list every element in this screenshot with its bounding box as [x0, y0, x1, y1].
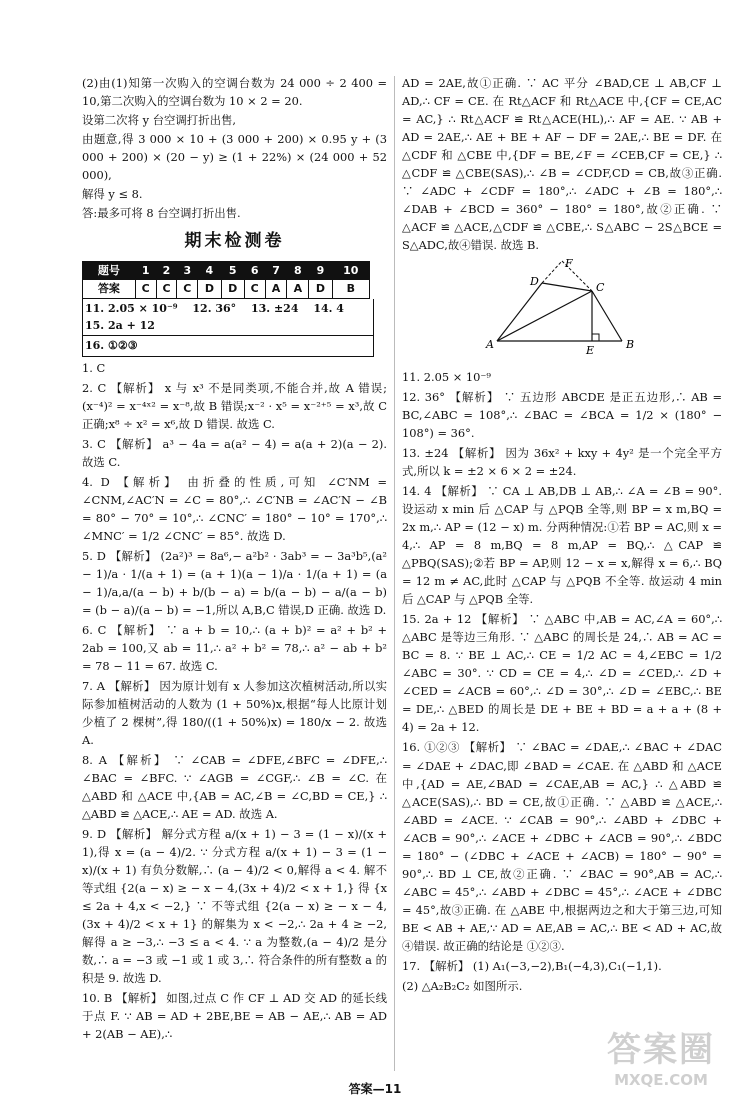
label-e: E	[586, 344, 595, 358]
label-b: B	[626, 338, 635, 352]
answer-label: 答案	[83, 280, 136, 298]
solution-13: 13. ±24 【解析】 因为 36x² + kxy + 4y² 是一个完全平方式,所以 k = ±2 × 6 × 2 = ±24.	[402, 446, 722, 479]
fill-in-answers: 11. 2.05 × 10⁻⁹ 12. 36° 13. ±24 14. 4 15. 2a + 12	[82, 299, 374, 337]
answer-table	[82, 261, 370, 299]
solution-8: 8. A 【解析】 ∵ ∠CAB = ∠DFE,∠BFC = ∠DFE,∴ ∠BAC = ∠BFC. ∵ ∠AGB = ∠CGF,∴ ∠B = ∠C. 在 △ABD 和 △ACE 中,{AB = AC,∠B = ∠C,BD = CE,} ∴ △ABD ≌ △ACE,∴ AE = AD. 故选 A.	[82, 753, 387, 822]
label-d: D	[530, 275, 539, 289]
solution-10: 10. B 【解析】 如图,过点 C 作 CF ⊥ AD 交 AD 的延长线于点 F. ∵ AB = AD + 2BE,BE = AB − AE,∴ AB = AD + 2(AB − AE),∴	[82, 991, 387, 1042]
column-divider	[394, 76, 395, 1071]
answer-table-answer-row	[83, 280, 370, 298]
left-column	[82, 74, 387, 1044]
solution-12: 12. 36° 【解析】 ∵ 五边形 ABCDE 是正五边形,∴ AB = BC,∠ABC = 108°,∴ ∠BAC = ∠BCA = 1/2 × (180° − 108°) = 36°.	[402, 390, 722, 441]
answer-cell: D	[309, 280, 332, 298]
exam-title: 期末检测卷	[184, 231, 285, 252]
solution-7: 7. A 【解析】 因为原计划有 x 人参加这次植树活动,所以实际参加植树活动的人数为 (1 + 50%)x,根据“每人比原计划少植了 2 棵树”,得 180/((1 + 50%)x) = 180/x − 2. 故选 A.	[82, 679, 387, 748]
answer-table-header-row	[83, 261, 370, 279]
question-number: 1	[135, 261, 156, 279]
question-number: 2	[156, 261, 177, 279]
intro-line-3: 由题意,得 3 000 × 10 + (3 000 + 200) × 0.95 y + (3 000 + 200) × (20 − y) ≥ (1 + 22%) × (24 000 + 52 000),	[82, 132, 387, 183]
quadrilateral-figure	[402, 257, 722, 359]
segment-ad	[497, 283, 542, 341]
segment-ac	[497, 291, 592, 341]
fill-in-answers-16: 16. ①②③	[82, 336, 374, 356]
right-column	[402, 74, 722, 996]
question-number: 4	[198, 261, 221, 279]
intro-line-2: 设第二次将 y 台空调打折出售,	[82, 113, 236, 128]
label-c: C	[596, 281, 605, 295]
watermark-url: MXQE.COM	[614, 1071, 708, 1090]
label-a: A	[486, 338, 494, 352]
solution-9: 9. D 【解析】 解分式方程 a/(x + 1) − 3 = (1 − x)/(x + 1),得 x = (a − 4)/2. ∵ 分式方程 a/(x + 1) − 3 = (1 − x)/(x + 1) 有负分数解,∴ (a − 4)/2 < 0,解得 a < 4. 解不等式组 {2(a − x) ≥ − x − 4,(3x + 4)/2 < x + 1,} 得 {x ≤ 2a + 4,x < −2,} ∵ 不等式组 {2(a − x) ≥ − x − 4,(3x + 4)/2 < x + 1} 的解集为 x < −2,∴ 2a + 4 ≥ −2,解得 a ≥ −3,∴ −3 ≤ a < 4. ∵ a 为整数,(a − 4)/2 是分数,∴ a = −3 或 −1 或 1 或 3,∴ 符合条件的所有整数 a 的积是 9. 故选 D.	[82, 827, 387, 986]
answer-cell: D	[221, 280, 244, 298]
watermark-title: 答案圈	[607, 1030, 715, 1070]
answer-cell: B	[332, 280, 369, 298]
question-number: 8	[287, 261, 309, 279]
answer-cell: D	[198, 280, 221, 298]
header-label: 题号	[83, 261, 136, 279]
answer-cell: C	[177, 280, 198, 298]
solution-17-part-1: 17. 【解析】 (1) A₁(−3,−2),B₁(−4,3),C₁(−1,1).	[402, 958, 662, 973]
answer-cell: C	[156, 280, 177, 298]
solution-14: 14. 4 【解析】 ∵ CA ⊥ AB,DB ⊥ AB,∴ ∠A = ∠B = 90°. 设运动 x min 后 △CAP 与 △PQB 全等,则 BP = x m,BQ = 2x m,∴ AP = (12 − x) m. 分两种情况:①若 BP = AC,则 x = 4,∴ AP = 8 m,BQ = 8 m,AP = BQ,∴ △CAP ≌ △PBQ(SAS);②若 BP = AP,则 12 − x = x,解得 x = 6,∴ BQ = 12 m ≠ AC,此时 △CAP 与 △PQB 不全等. 故运动 4 min 后 △CAP 与 △PQB 全等.	[402, 484, 722, 607]
question-number: 9	[309, 261, 332, 279]
solution-17-part-2: (2) △A₂B₂C₂ 如图所示.	[402, 978, 523, 993]
question-number: 10	[332, 261, 369, 279]
solution-10-continued: AD = 2AE,故①正确. ∵ AC 平分 ∠BAD,CE ⊥ AB,CF ⊥ AD,∴ CF = CE. 在 Rt△ACF 和 Rt△ACE 中,{CF = CE,AC = AC,} ∴ Rt△ACF ≌ Rt△ACE(HL),∴ AF = AE. ∵ AB + AD = 2AE,∴ AE + BE + AF − DF = 2AE,∴ BE = DF. 在 △CDF 和 △CBE 中,{DF = BE,∠F = ∠CEB,CF = CE,} ∴ △CDF ≌ △CBE(SAS),∴ ∠B = ∠CDF,CD = CB,故③正确. ∵ ∠ADC + ∠CDF = 180°,∴ ∠ADC + ∠B = 180°,∴ ∠DAB + ∠BCD = 360° − 180° = 180°,故②正确. ∵ △ACF ≌ △ACE,△CDF ≌ △CBE,∴ S△ABC − 2S△BCE = S△ADC,故④错误. 故选 B.	[402, 76, 722, 253]
solution-4: 4. D 【解析】 由折叠的性质,可知 ∠C′NM = ∠CNM,∠AC′N = ∠C = 80°,∴ ∠C′NB = ∠AC′N − ∠B = 80° − 70° = 10°,∴ ∠CNC′ = 180° − 10° = 170°,∴ ∠MNC′ = 1/2 ∠CNC′ = 85°. 故选 D.	[82, 474, 387, 543]
solution-11: 11. 2.05 × 10⁻⁹	[402, 370, 491, 385]
solution-5: 5. D 【解析】 (2a²)³ = 8a⁶,− a²b² · 3ab³ = − 3a³b⁵,(a² − 1)/a · 1/(a + 1) = (a + 1)(a − 1)/a · 1/(a + 1) = (a − 1)/a,a/(a − b) + b/(b − a) = b/(a − b) − a/(a − b) = (b − a)/(a − b) = −1,所以 A,B,C 错误,D 正确. 故选 D.	[82, 549, 387, 618]
page-footer: 答案—11	[348, 1082, 402, 1096]
solution-6: 6. C 【解析】 ∵ a + b = 10,∴ (a + b)² = a² + b² + 2ab = 100,又 ab = 11,∴ a² + b² = 78,∴ a² − ab + b² = 78 − 11 = 67. 故选 C.	[82, 623, 387, 674]
intro-line-4: 解得 y ≤ 8.	[82, 187, 143, 202]
solution-3: 3. C 【解析】 a³ − 4a = a(a² − 4) = a(a + 2)(a − 2). 故选 C.	[82, 436, 387, 469]
solution-15: 15. 2a + 12 【解析】 ∵ △ABC 中,AB = AC,∠A = 60°,∴ △ABC 是等边三角形. ∵ △ABC 的周长是 24,∴ AB = AC = BC = 8. ∵ BE ⊥ AC,∴ CE = 1/2 AC = 4,∠EBC = 1/2 ∠ABC = 30°. ∵ CD = CE = 4,∴ ∠D = ∠CED,∴ ∠D + ∠CED = ∠ACB = 60°,∴ ∠D = 30°,∴ ∠D = ∠EBC,∴ BE = DE,∴ △BED 的周长是 DE + BE + BD = a + a + (8 + 4) = 2a + 12.	[402, 612, 722, 735]
solution-2: 2. C 【解析】 x 与 x³ 不是同类项,不能合并,故 A 错误;(x⁻⁴)² = x⁻⁴ˣ² = x⁻⁸,故 B 错误;x⁻² · x⁵ = x⁻²⁺⁵ = x³,故 C 正确;x⁸ ÷ x² = x⁶,故 D 错误. 故选 C.	[82, 380, 387, 431]
answer-cell: A	[265, 280, 287, 298]
intro-line-1: (2)由(1)知第一次购入的空调台数为 24 000 ÷ 2 400 = 10,第二次购入的空调台数为 10 × 2 = 20.	[82, 76, 387, 109]
answer-cell: C	[135, 280, 156, 298]
solution-1: 1. C	[82, 360, 106, 375]
answer-cell: A	[287, 280, 309, 298]
solution-16: 16. ①②③ 【解析】 ∵ ∠BAC = ∠DAE,∴ ∠BAC + ∠DAC = ∠DAE + ∠DAC,即 ∠BAD = ∠CAE. 在 △ABD 和 △ACE 中,{AD = AE,∠BAD = ∠CAE,AB = AC,} ∴ △ABD ≌ △ACE(SAS),∴ BD = CE,故①正确. ∵ △ABD ≌ △ACE,∴ ∠ABD = ∠ACE. ∵ ∠CAB = 90°,∴ ∠ABD + ∠DBC + ∠ACB = 90°,∴ ∠ACE + ∠DBC + ∠ACB = 90°,∴ ∠BDC = 180° − (∠DBC + ∠ACE + ∠ACB) = 180° − 90° = 90°,∴ BD ⊥ CE,故②正确. ∵ ∠BAC = 90°,AB = AC,∴ ∠ABC = 45°,∴ ∠ABD + ∠DBC = 45°,∴ ∠ACE + ∠DBC = 45°,故③正确. 在 △ABE 中,根据两边之和大于第三边,可知 BE < AB + AE,∵ AD = AE,AB = AC,∴ BE < AD + AC,故④错误. 故正确的结论是 ①②③.	[402, 740, 722, 953]
segment-df-dashed	[542, 261, 562, 283]
site-watermark-logo	[586, 1032, 736, 1104]
question-number: 3	[177, 261, 198, 279]
question-number: 5	[221, 261, 244, 279]
question-number: 6	[244, 261, 265, 279]
answer-cell: C	[244, 280, 265, 298]
label-f: F	[565, 257, 573, 271]
right-angle-mark	[592, 334, 599, 341]
question-number: 7	[265, 261, 287, 279]
intro-line-5: 答:最多可将 8 台空调打折出售.	[82, 206, 241, 221]
